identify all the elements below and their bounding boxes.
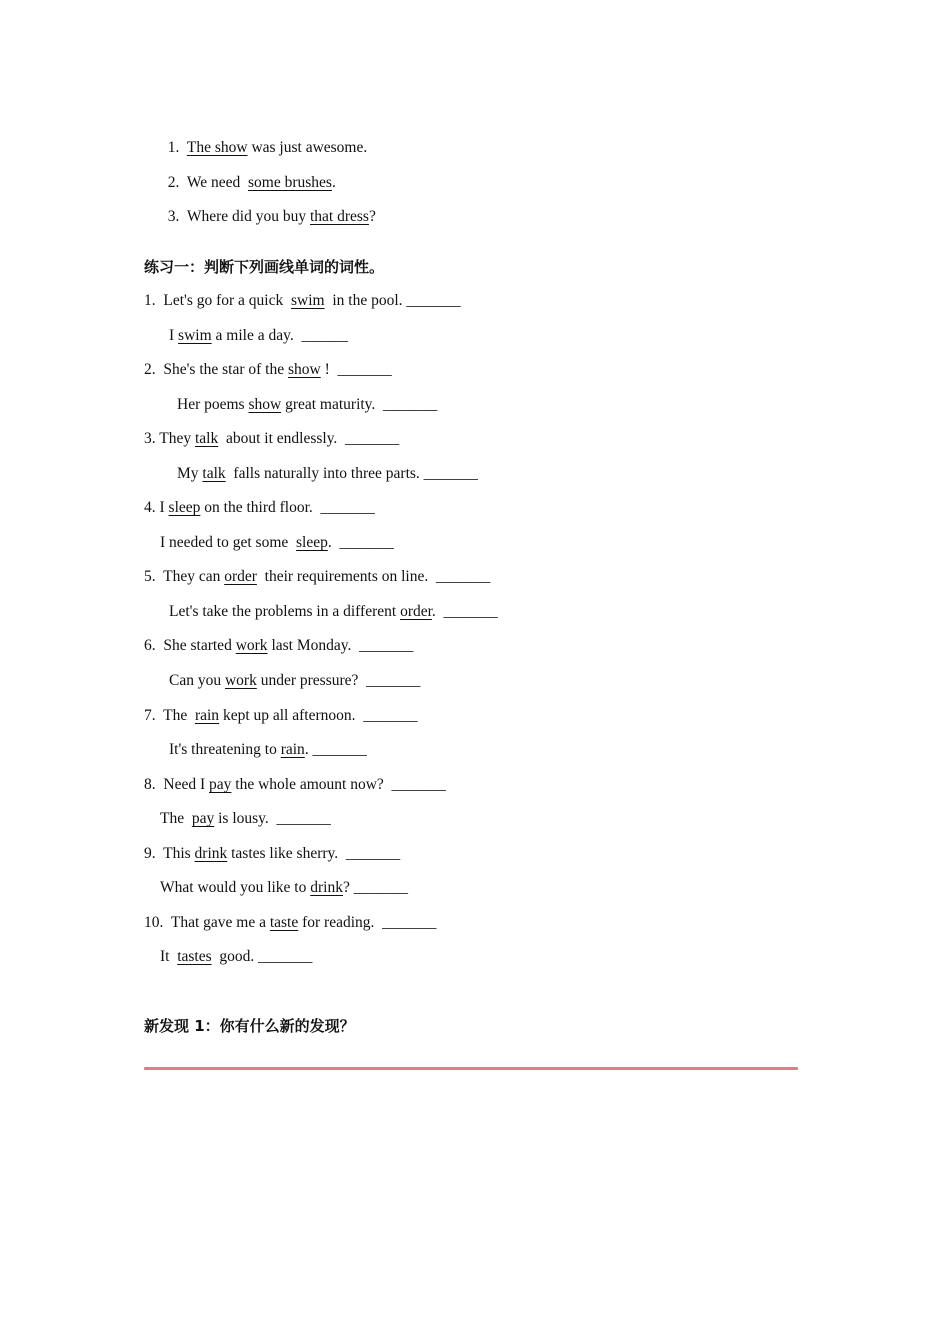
underlined-word: taste — [269, 914, 299, 931]
item-number: 3. — [167, 208, 180, 225]
underlined-word: pay — [191, 810, 215, 827]
item-number: 1. — [167, 139, 180, 156]
intro-item: 2. We need some brushes. — [167, 174, 336, 191]
exercise-line: Let's take the problems in a different order. _______ — [169, 603, 498, 620]
exercise-line: I needed to get some sleep. _______ — [160, 534, 394, 551]
underlined-word: sleep — [296, 534, 328, 551]
underlined-word: swim — [178, 327, 212, 344]
underlined-word: work — [235, 637, 268, 654]
answer-writing-line — [144, 1067, 798, 1070]
underlined-word: order — [400, 603, 432, 620]
exercise-line: 6. She started work last Monday. _______ — [144, 637, 414, 654]
underlined-word: work — [224, 672, 257, 689]
underlined-word: show — [248, 396, 282, 413]
exercise-line: 3. They talk about it endlessly. _______ — [144, 430, 400, 447]
underlined-word: swim — [291, 292, 325, 309]
exercise-line: I swim a mile a day. ______ — [169, 327, 348, 344]
exercise-line: 9. This drink tastes like sherry. _______ — [144, 845, 401, 862]
underlined-word: order — [224, 568, 257, 585]
exercise-line: 1. Let's go for a quick swim in the pool. _______ — [144, 292, 461, 309]
exercise-line: Can you work under pressure? _______ — [169, 672, 421, 689]
exercise-line: 5. They can order their requirements on line. _______ — [144, 568, 491, 585]
underlined-word: tastes — [177, 948, 212, 965]
underlined-word: some brushes — [248, 174, 332, 191]
exercise-line: It's threatening to rain. _______ — [169, 741, 367, 758]
underlined-word: sleep — [168, 499, 201, 516]
underlined-word: that dress — [309, 208, 369, 225]
underlined-word: pay — [209, 776, 232, 793]
item-number: 2. — [167, 174, 180, 191]
exercise-line: 4. I sleep on the third floor. _______ — [144, 499, 375, 516]
exercise-line: 8. Need I pay the whole amount now? _______ — [144, 776, 446, 793]
intro-item: 1. The show was just awesome. — [167, 139, 368, 156]
exercise-line: It tastes good. _______ — [160, 948, 313, 965]
exercise-line: 10. That gave me a taste for reading. _______ — [144, 914, 437, 931]
exercise-line: 7. The rain kept up all afternoon. _______ — [144, 707, 418, 724]
underlined-word: The show — [186, 139, 248, 156]
exercise-line: What would you like to drink? _______ — [160, 879, 408, 896]
underlined-word: drink — [310, 879, 343, 896]
exercise-line: 2. She's the star of the show ! _______ — [144, 361, 392, 378]
underlined-word: talk — [202, 465, 226, 482]
exercise-line: The pay is lousy. _______ — [160, 810, 331, 827]
exercise-heading: 练习一：判断下列画线单词的词性。 — [144, 258, 385, 276]
underlined-word: rain — [194, 707, 220, 724]
underlined-word: talk — [194, 430, 219, 447]
exercise-line: My talk falls naturally into three parts. _______ — [177, 465, 478, 482]
discovery-heading: 新发现 1：你有什么新的发现？ — [144, 1017, 355, 1035]
exercise-line: Her poems show great maturity. _______ — [177, 396, 438, 413]
underlined-word: show — [288, 361, 321, 378]
underlined-word: rain — [280, 741, 305, 758]
underlined-word: drink — [194, 845, 228, 862]
intro-item: 3. Where did you buy that dress? — [167, 208, 376, 225]
